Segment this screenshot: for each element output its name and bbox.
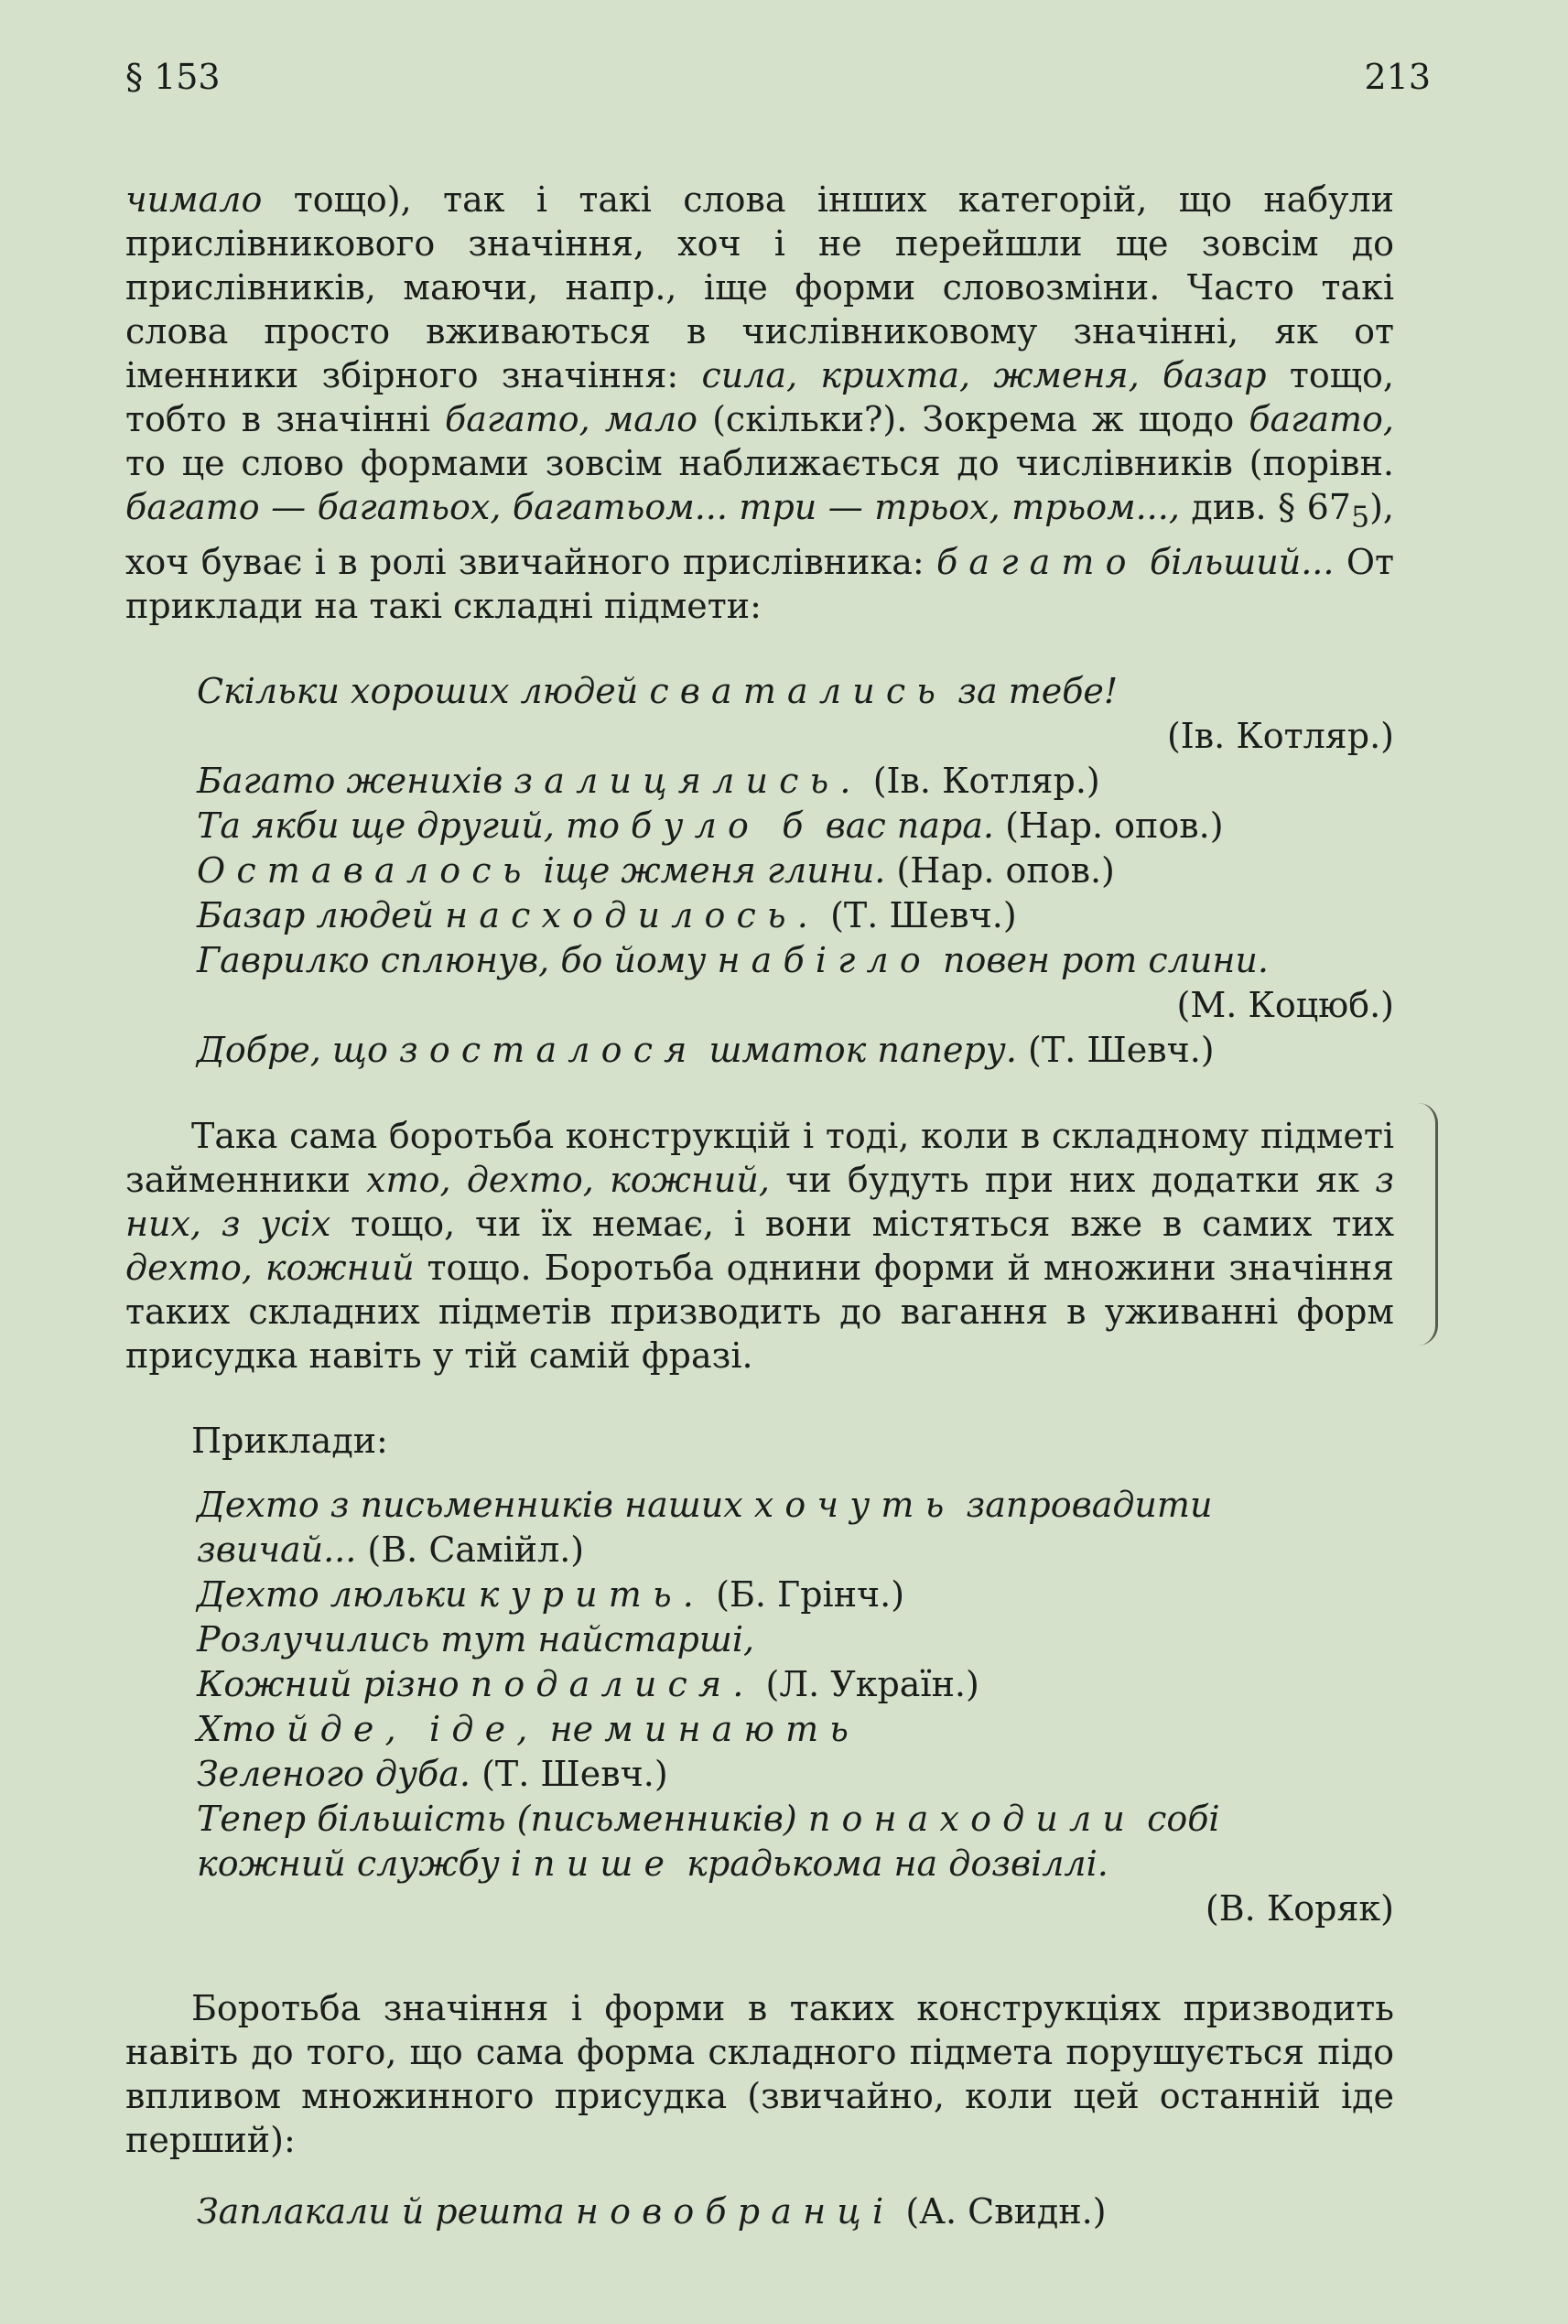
section-number: § 153 [125,57,221,97]
examples-label: Приклади: [191,1420,388,1461]
example-source: (М. Коцюб.) [1176,984,1394,1025]
example-line: Дехто люльки курить. (Б. Грінч.) [197,1573,905,1615]
example-line: Багато женихів залицялись. (Ів. Котляр.) [197,760,1100,801]
example-line: кожний службу і пише крадькома на дозвіллі. [197,1843,1108,1884]
example-block-1 [197,669,1394,1073]
page-number: 213 [1364,57,1431,97]
example-line: Тепер більшість (письменників) понаходили собі [197,1798,1220,1839]
example-line: Хто йде, іде, не минають [197,1708,860,1749]
example-line: Та якби ще другий, то було б вас пара. (Нар. опов.) [197,805,1224,846]
example-line: Добре, що зосталося шматок паперу. (Т. Шевч.) [197,1029,1215,1070]
example-source: (Ів. Котляр.) [1166,715,1394,756]
example-line: Гаврилко сплюнув, бо йому набігло повен рот слини. [197,939,1269,980]
example-line: Базар людей насходилось. (Т. Шевч.) [197,894,1017,935]
example-source: (В. Коряк) [1205,1887,1394,1929]
example-block-3 [197,2189,1394,2234]
example-block-2 [197,1483,1394,1931]
example-line: Розлучились тут найстарші, [197,1618,755,1659]
example-line: Дехто з письменників наших хочуть запровадити [197,1484,1213,1525]
example-line: Зеленого дуба. (Т. Шевч.) [197,1753,668,1794]
paragraph-3: Боротьба значіння і форми в таких конструкціях призводить навіть до того, що сама форма складного підмета порушується підо впливом множинного присудка (звичайно, коли цей останній іде перший): [125,1987,1394,2160]
example-line: Скільки хороших людей сватались за тебе! [197,670,1119,711]
paragraph-2: Така сама боротьба конструкцій і тоді, коли в складному підметі займенники хто, дехто, кожний, чи будуть при них додатки як з них, з усіх тощо, чи їх немає, і вони містяться вже в самих тих дехто, кожний тощо. Боротьба однини форми й множини значіння таких складних підметів призводить до вагання в уживанні форм присудка навіть у тій самій фразі. [125,1115,1395,1376]
running-head [125,57,1431,113]
example-line: Оставалось іще жменя глини. (Нар. опов.) [197,849,1115,891]
paragraph-1: чимало тощо), так і такі слова інших категорій, що набули прислівникового значіння, хоч і не перейшли ще зовсім до прислівників, маючи, напр., іще форми словозміни. Часто такі слова просто вживаються в числівниковому значінні, як от іменники збірного значіння: сила, крихта, жменя, базар тощо, тобто в значінні багато, мало (скільки?). Зокрема ж щодо багато, то це слово формами зовсім наближається до числівників (порівн. багато — багатьох, багатьом... три — трьох, трьом..., див. § $67_5$), хоч буває і в ролі звичайного прислівника: багато більший... От приклади на такі складні підмети: [125,179,1395,626]
example-line: Кожний різно подалися. (Л. Україн.) [197,1663,979,1704]
example-line: Заплакали й решта новобранці (А. Свидн.) [197,2190,1107,2232]
margin-bracket-mark [1417,1103,1438,1346]
example-line: звичай... (В. Самійл.) [197,1529,585,1570]
